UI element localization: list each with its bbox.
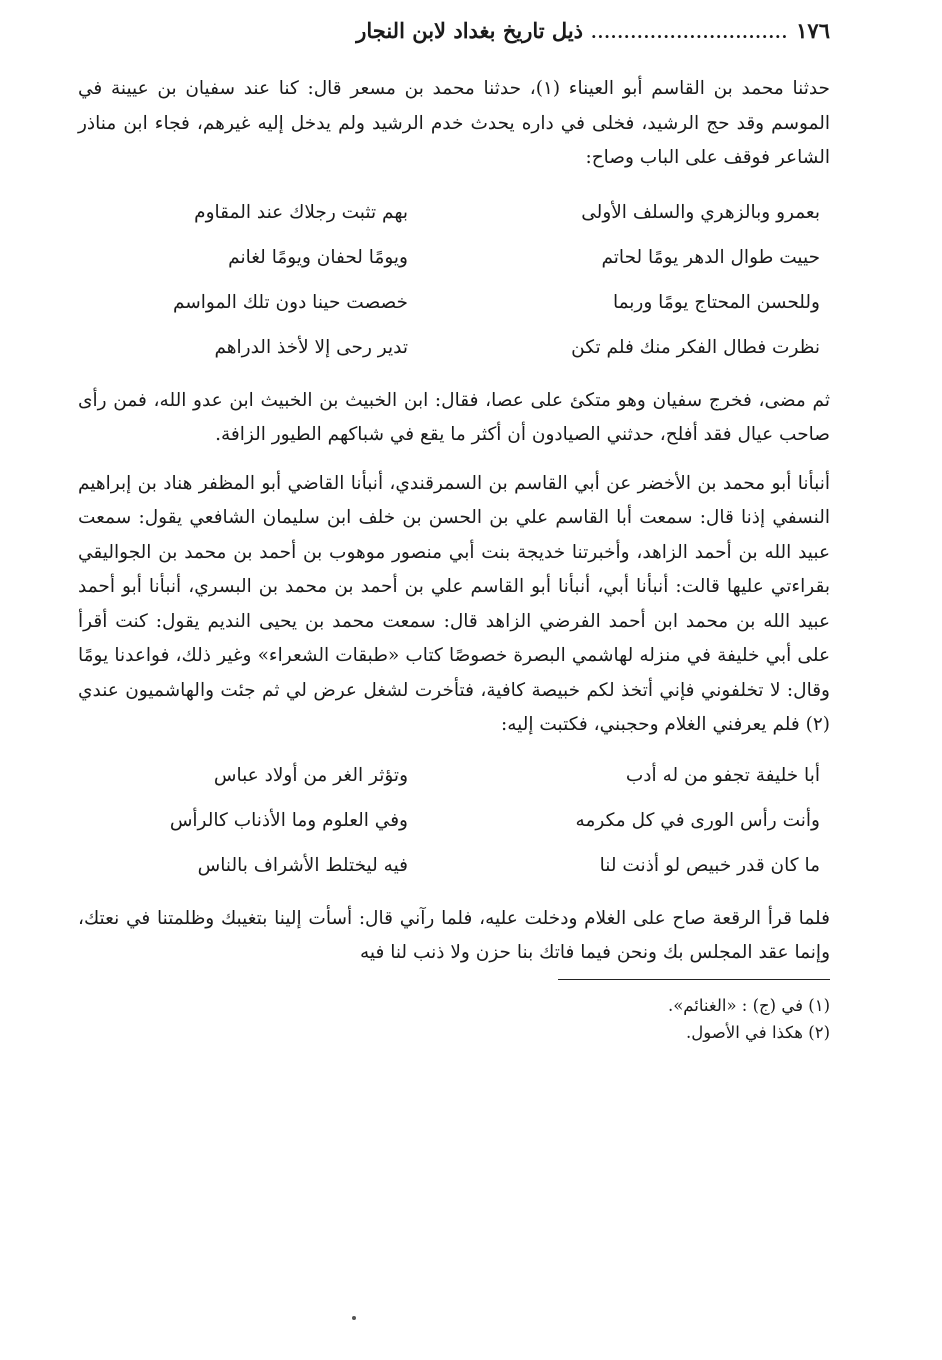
footnote-2: (٢) هكذا في الأصول.	[686, 1022, 830, 1042]
verse-second-hemistich: خصصت حينا دون تلك المواسم	[172, 291, 408, 313]
page-number: ١٧٦	[796, 18, 830, 43]
verse-second-hemistich: ويومًا لحفان ويومًا لغانم	[228, 246, 408, 268]
paragraph-2: ثم مضى، فخرج سفيان وهو متكئ على عصا، فقال: ابن الخبيث بن الخبيث ابن عدو الله، فمن رأى صاحب عيال فقد أفلح، حدثني الصيادون أن أكثر ما يقع في شباكهم الطيور الزافة.	[78, 389, 830, 445]
verse-first-hemistich: أبا خليفة تجفو من له أدب	[625, 764, 820, 786]
poem-verse	[88, 190, 820, 235]
verse-first-hemistich: بعمرو وبالزهري والسلف الأولى	[581, 201, 820, 223]
poem-verse	[88, 235, 820, 280]
poem-verse	[88, 753, 820, 798]
book-title: ذيل تاريخ بغداد لابن النجار	[356, 18, 584, 43]
paragraph-4: فلما قرأ الرقعة صاح على الغلام ودخلت عليه، فلما رآني قال: أسأت إلينا بتغيبك وظلمتنا في نعتك، وإنما عقد المجلس بك ونحن فيما فاتك بنا حزن ولا ذنب لنا فيه	[78, 907, 830, 963]
verse-first-hemistich: وللحسن المحتاج يومًا وربما	[612, 291, 820, 313]
verse-second-hemistich: تدير رحى إلا لأخذ الدراهم	[214, 336, 408, 358]
verse-second-hemistich: وتؤثر الغر من أولاد عباس	[213, 764, 408, 786]
paragraph-3: أنبأنا أبو محمد بن الأخضر عن أبي القاسم بن السمرقندي، أنبأنا القاضي أبو المظفر هناد بن إبراهيم النسفي إذنا قال: سمعت أبا القاسم علي بن الحسن بن خلف ابن سليمان الشافعي يقول: سمعت عبيد الله بن أحمد الزاهد، وأخبرتنا خديجة بنت أبي منصور موهوب بن أحمد بن محمد بن الجواليقي بقراءتي عليها قالت: أنبأنا أبي، أنبأنا أبو القاسم علي بن أحمد بن محمد بن البسري، أنبأنا أبو أحمد عبيد الله بن محمد ابن أحمد الفرضي الزاهد قال: سمعت محمد بن يحيى النديم يقول: كنت أقرأ على أبي خليفة في منزله لهاشمي البصرة خصوصًا كتاب «طبقات الشعراء» وغير ذلك، فواعدنا يومًا وقال: لا تخلفوني فإني أتخذ لكم خبيصة كافية، فتأخرت لشغل عرض لي ثم جئت والهاشميون عندي (٢) فلم يعرفني الغلام وحجبني، فكتبت إليه:	[78, 472, 830, 735]
footnote-separator	[558, 979, 830, 980]
verse-first-hemistich: نظرت فطال الفكر منك فلم تكن	[571, 336, 820, 358]
poem-verse	[88, 280, 820, 325]
verse-second-hemistich: بهم تثبت رجلاك عند المقاوم	[194, 201, 408, 223]
verse-first-hemistich: حييت طوال الدهر يومًا لحاتم	[601, 246, 820, 268]
poem-verse	[88, 798, 820, 843]
header-leader-dots: ..............................	[591, 23, 789, 42]
poem-1	[88, 190, 820, 370]
footnotes	[78, 992, 830, 1046]
poem-2	[88, 753, 820, 888]
book-page	[78, 18, 830, 1046]
poem-verse	[88, 843, 820, 888]
verse-first-hemistich: وأنت رأس الورى في كل مكرمه	[575, 809, 820, 831]
poem-verse	[88, 325, 820, 370]
verse-second-hemistich: وفي العلوم وما الأذناب كالرأس	[169, 809, 408, 831]
footnote-1: (١) في (ج) : «الغنائم».	[667, 995, 830, 1015]
paragraph-1: حدثنا محمد بن القاسم أبو العيناء (١)، حدثنا محمد بن مسعر قال: كنا عند سفيان بن عيينة في الموسم وقد حج الرشيد، فخلى في داره يحدث خدم الرشيد ولم يدخل إليه غيرهم، فجاء ابن مناذر الشاعر فوقف على الباب وصاح:	[78, 78, 830, 168]
page-header	[78, 18, 830, 62]
verse-second-hemistich: فيه ليختلط الأشراف بالناس	[197, 854, 408, 876]
verse-first-hemistich: ما كان قدر خبيص لو أذنت لنا	[599, 854, 820, 876]
page-speck	[352, 1316, 356, 1320]
